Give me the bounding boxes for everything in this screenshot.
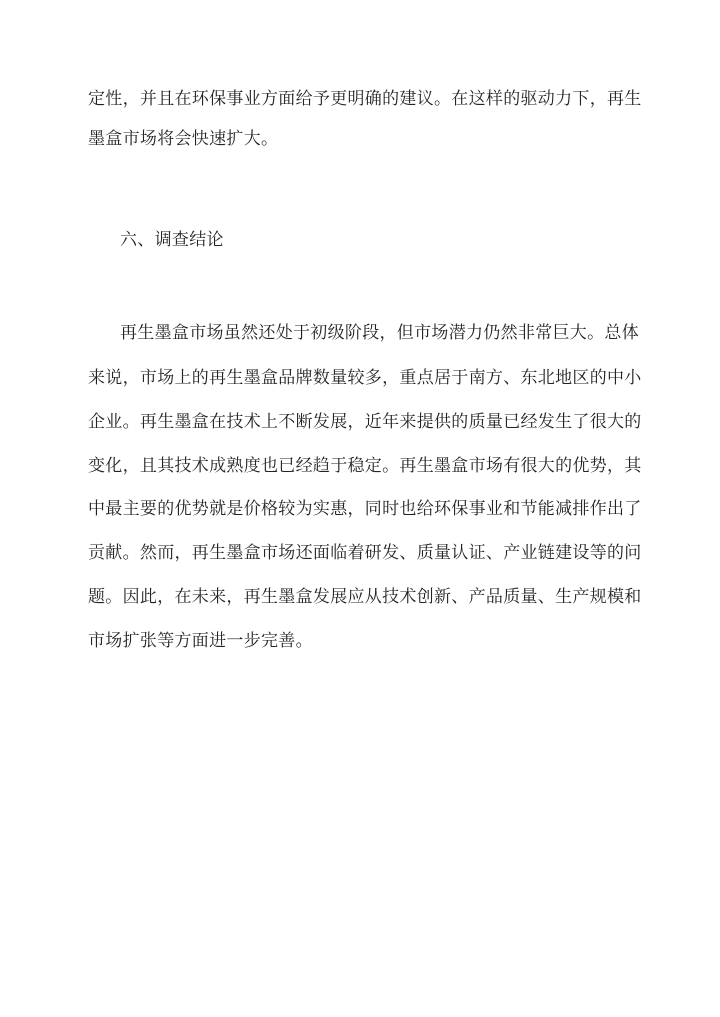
paragraph-line: 题。因此，在未来，再生墨盒发展应从技术创新、产品质量、生产规模和 [88,587,642,607]
paragraph-line: 企业。再生墨盒在技术上不断发展，近年来提供的质量已经发生了很大的 [88,412,642,432]
paragraph-line: 墨盒市场将会快速扩大。 [88,129,279,149]
paragraph-line: 来说，市场上的再生墨盒品牌数量较多，重点居于南方、东北地区的中小 [88,368,642,388]
paragraph-line: 定性，并且在环保事业方面给予更明确的建议。在这样的驱动力下，再生 [88,89,642,109]
paragraph-line: 再生墨盒市场虽然还处于初级阶段，但市场潜力仍然非常巨大。总体 [120,323,639,343]
paragraph-line: 变化，且其技术成熟度也已经趋于稳定。再生墨盒市场有很大的优势，其 [88,456,642,476]
paragraph-line: 贡献。然而，再生墨盒市场还面临着研发、质量认证、产业链建设等的问 [88,543,642,563]
paragraph-line: 中最主要的优势就是价格较为实惠，同时也给环保事业和节能减排作出了 [88,499,642,519]
section-heading: 六、调查结论 [120,230,224,250]
paragraph-line: 市场扩张等方面进一步完善。 [88,631,313,651]
